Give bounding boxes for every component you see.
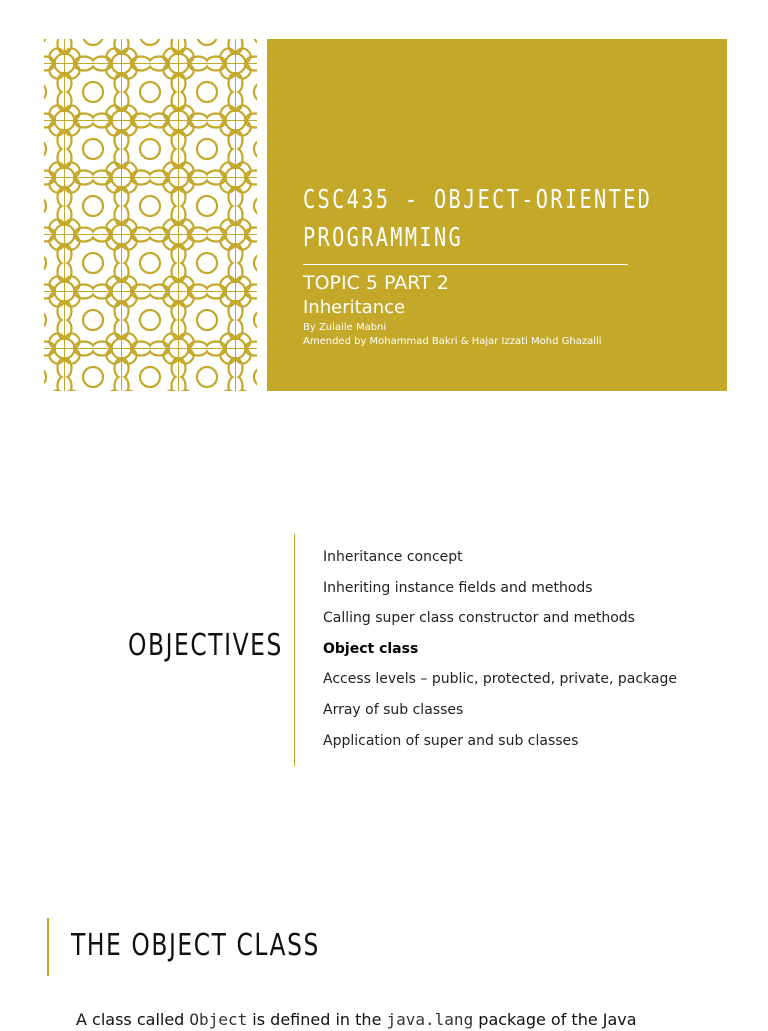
list-item: Inheritance concept xyxy=(323,549,463,565)
body-text-part: is defined in the xyxy=(247,1010,387,1029)
slide-title: CSC435 - OBJECT-ORIENTED PROGRAMMING xyxy=(303,185,653,253)
body-text-part: A class called xyxy=(76,1010,190,1029)
title-panel xyxy=(267,39,727,391)
list-item: Array of sub classes xyxy=(323,701,464,718)
body-text xyxy=(76,1009,637,1031)
code-object: Object xyxy=(189,1010,248,1029)
author-credit: By Zulaile Mabni xyxy=(303,322,387,333)
list-item: Access levels – public, protected, private, package xyxy=(323,671,677,688)
list-item: Inheriting instance fields and methods xyxy=(323,579,593,596)
list-item: Calling super class constructor and methods xyxy=(323,610,635,627)
list-item: Application of super and sub classes xyxy=(323,732,579,749)
section-heading: THE OBJECT CLASS xyxy=(71,928,320,963)
section-accent-bar xyxy=(47,918,49,976)
amended-credit: Amended by Mohammad Bakri & Hajar Izzati Mohd Ghazalli xyxy=(303,336,602,347)
list-item-current: Object class xyxy=(323,640,419,657)
objectives-divider xyxy=(294,534,295,766)
decorative-pattern xyxy=(44,39,257,391)
objectives-list xyxy=(323,545,677,759)
body-text-part: package of the Java xyxy=(473,1010,637,1029)
code-java-lang: java.lang xyxy=(386,1010,474,1029)
floral-lattice-pattern-icon xyxy=(44,39,257,391)
objectives-heading: OBJECTIVES xyxy=(128,628,283,663)
topic-name: Inheritance xyxy=(303,297,406,318)
title-divider xyxy=(303,264,628,265)
slide-subtitle: TOPIC 5 PART 2 xyxy=(303,272,449,294)
